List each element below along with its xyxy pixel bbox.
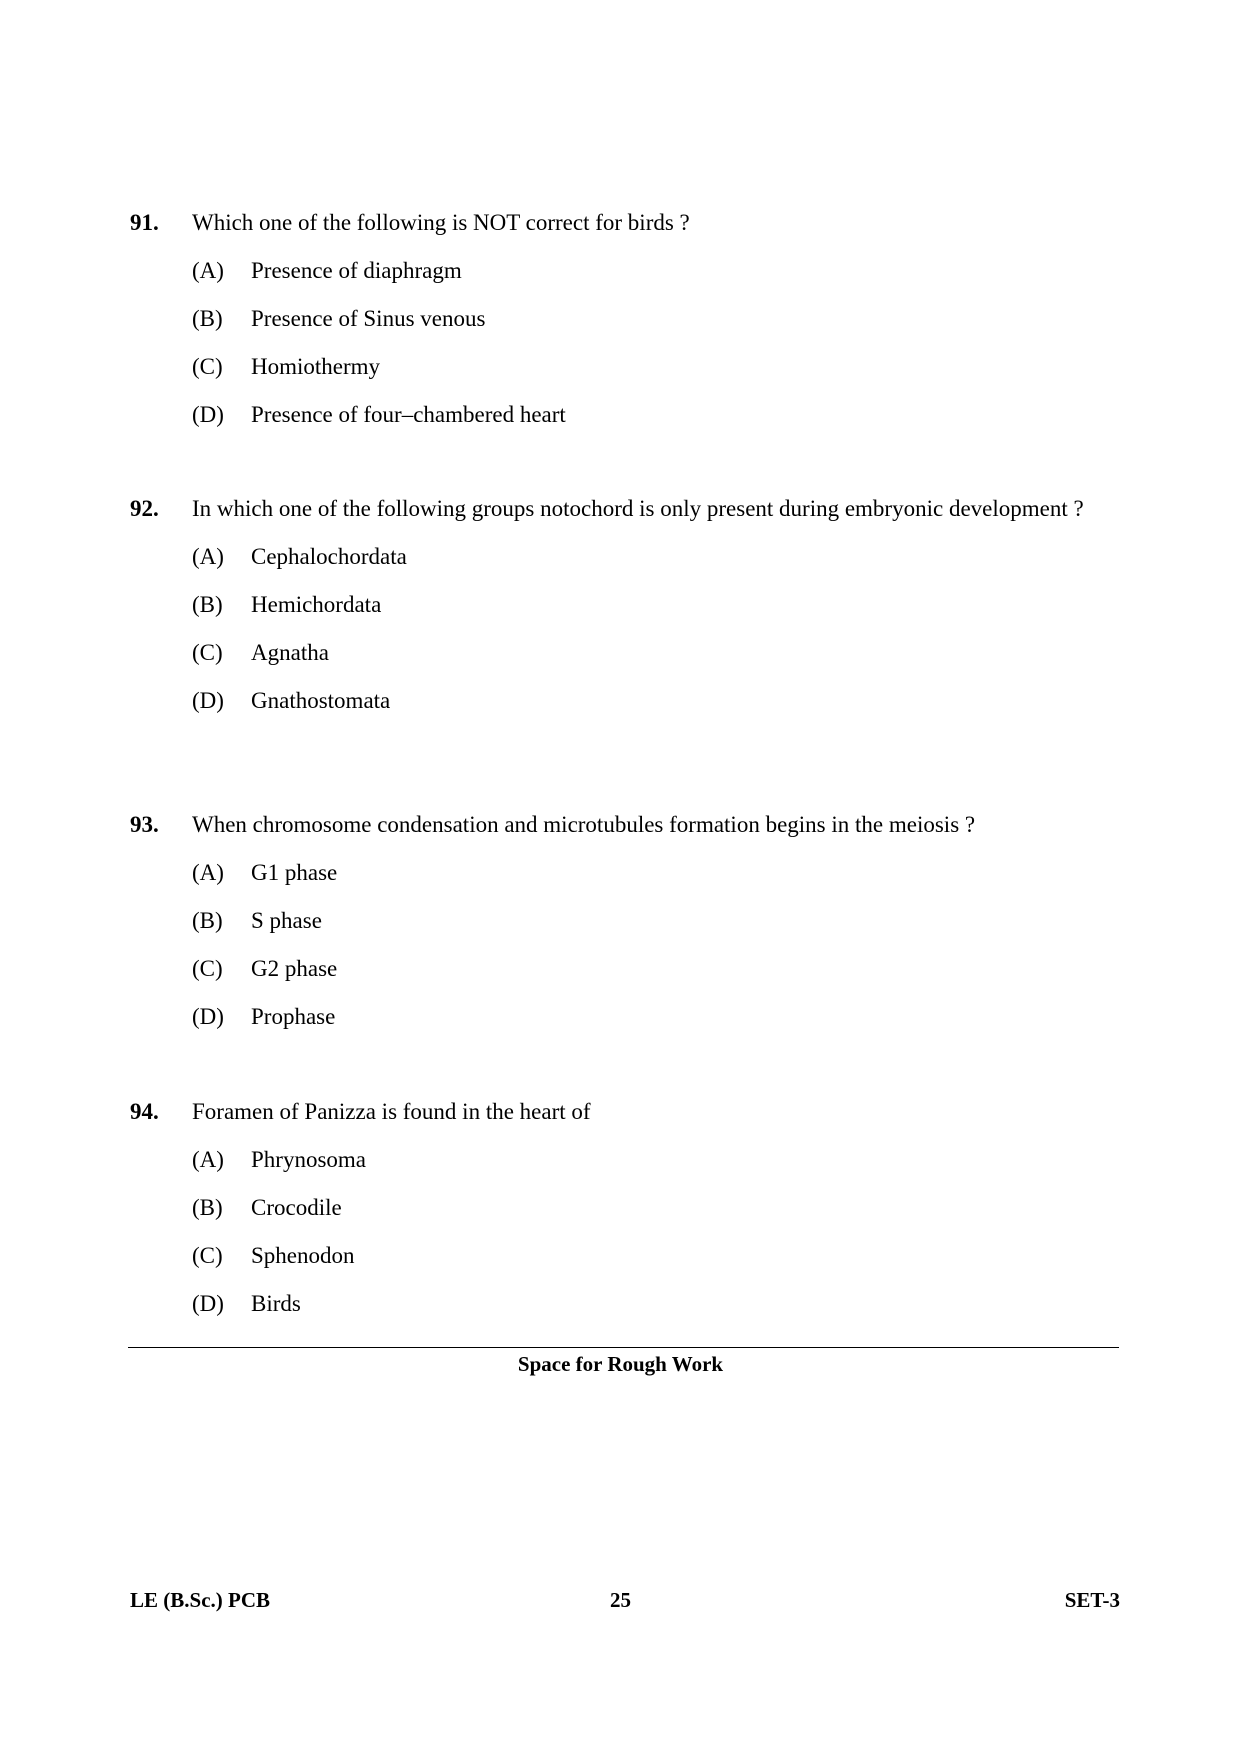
option-text: G2 phase — [251, 956, 338, 981]
option-label: (B) — [192, 592, 223, 617]
option-a — [192, 1136, 1115, 1184]
rough-work-label: Space for Rough Work — [517, 1352, 724, 1376]
option-text: Presence of four–chambered heart — [251, 402, 566, 427]
option-text: Crocodile — [251, 1195, 342, 1220]
rough-work-divider — [128, 1347, 1119, 1348]
footer-exam-code: LE (B.Sc.) PCB — [130, 1588, 271, 1612]
option-label: (C) — [192, 640, 223, 665]
question-text: Which one of the following is NOT correct for birds ? — [192, 210, 690, 235]
question-text: In which one of the following groups notochord is only present during embryonic development ? — [192, 496, 1084, 521]
option-text: Presence of Sinus venous — [251, 306, 486, 331]
option-label: (C) — [192, 956, 223, 981]
option-b — [192, 581, 1115, 629]
option-a — [192, 247, 1115, 295]
option-label: (D) — [192, 1004, 224, 1029]
option-c — [192, 629, 1115, 677]
option-text: Presence of diaphragm — [251, 258, 462, 283]
option-b — [192, 897, 1115, 945]
question-91 — [130, 208, 1115, 439]
question-93 — [130, 810, 1115, 1041]
question-94 — [130, 1097, 1115, 1328]
options-list — [192, 533, 1115, 725]
option-label: (B) — [192, 908, 223, 933]
option-text: Sphenodon — [251, 1243, 355, 1268]
option-text: Cephalochordata — [251, 544, 407, 569]
question-number: 93. — [130, 812, 159, 837]
option-text: Hemichordata — [251, 592, 382, 617]
option-a — [192, 849, 1115, 897]
option-d — [192, 1280, 1115, 1328]
option-d — [192, 677, 1115, 725]
option-c — [192, 945, 1115, 993]
option-text: Agnatha — [251, 640, 329, 665]
option-label: (A) — [192, 544, 224, 569]
option-label: (A) — [192, 258, 224, 283]
option-d — [192, 993, 1115, 1041]
option-label: (C) — [192, 354, 223, 379]
option-label: (C) — [192, 1243, 223, 1268]
options-list — [192, 1136, 1115, 1328]
options-list — [192, 247, 1115, 439]
option-text: G1 phase — [251, 860, 338, 885]
option-c — [192, 1232, 1115, 1280]
option-label: (D) — [192, 402, 224, 427]
option-text: Birds — [251, 1291, 301, 1316]
option-label: (B) — [192, 306, 223, 331]
question-number: 91. — [130, 210, 159, 235]
question-number: 92. — [130, 496, 159, 521]
question-text: When chromosome condensation and microtubules formation begins in the meiosis ? — [192, 812, 976, 837]
option-label: (A) — [192, 860, 224, 885]
option-label: (D) — [192, 1291, 224, 1316]
option-text: Homiothermy — [251, 354, 381, 379]
option-b — [192, 295, 1115, 343]
question-92 — [130, 494, 1115, 725]
option-d — [192, 391, 1115, 439]
option-b — [192, 1184, 1115, 1232]
option-label: (A) — [192, 1147, 224, 1172]
option-text: Prophase — [251, 1004, 336, 1029]
question-text: Foramen of Panizza is found in the heart of — [192, 1099, 591, 1124]
option-text: Phrynosoma — [251, 1147, 366, 1172]
options-list — [192, 849, 1115, 1041]
footer-set-label: SET-3 — [1064, 1588, 1120, 1612]
option-text: S phase — [251, 908, 322, 933]
option-label: (B) — [192, 1195, 223, 1220]
option-a — [192, 533, 1115, 581]
option-text: Gnathostomata — [251, 688, 391, 713]
footer-page-number: 25 — [610, 1588, 631, 1612]
option-c — [192, 343, 1115, 391]
question-number: 94. — [130, 1099, 159, 1124]
option-label: (D) — [192, 688, 224, 713]
